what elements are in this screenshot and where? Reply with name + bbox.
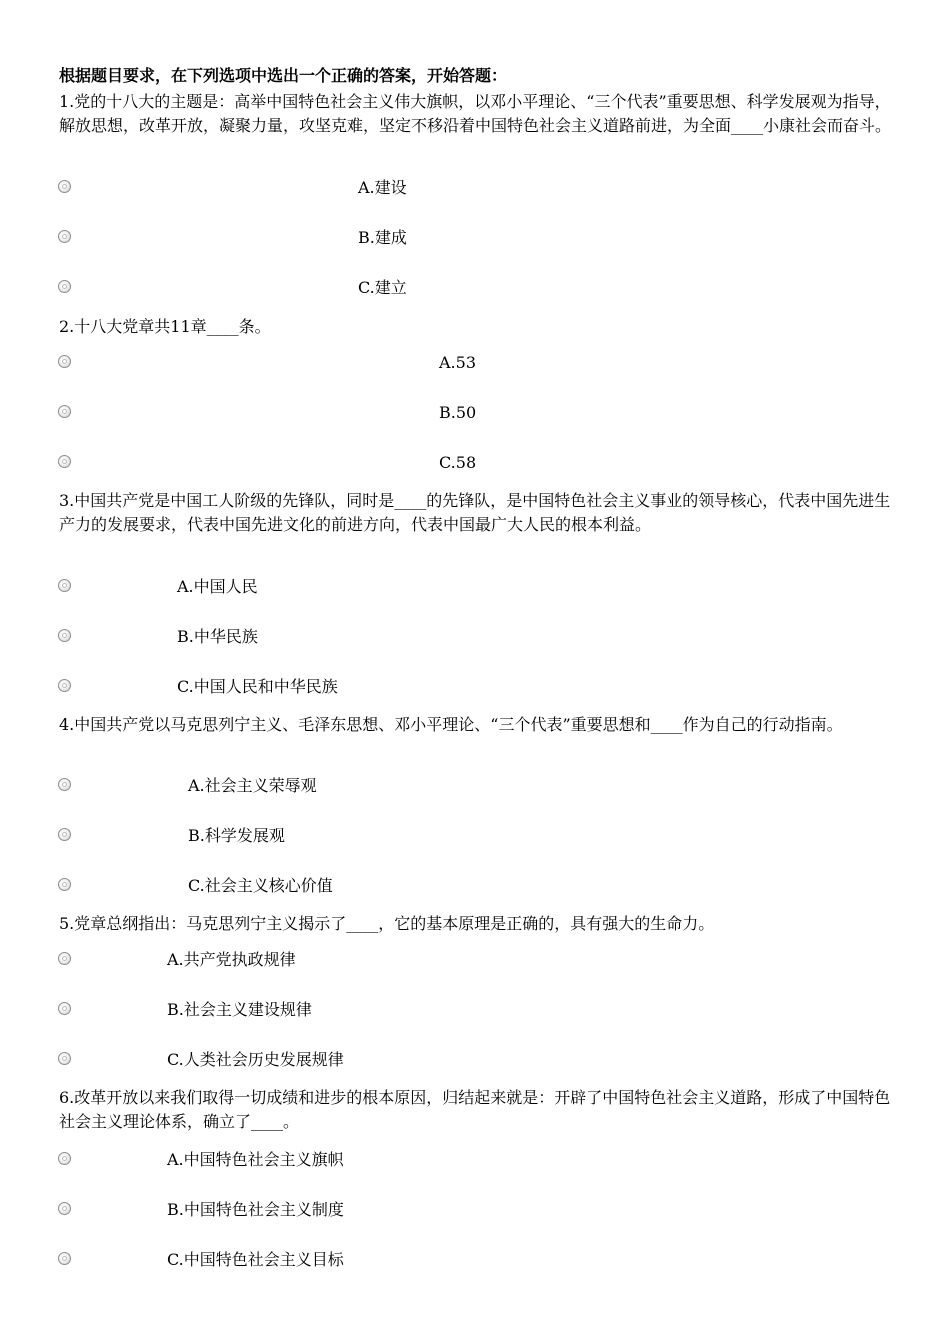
radio-button-icon[interactable] [58, 280, 71, 293]
question-6-text: 6.改革开放以来我们取得一切成绩和进步的根本原因，归结起来就是：开辟了中国特色社会主义道路，形成了中国特色社会主义理论体系，确立了____。 [59, 1088, 891, 1131]
question-6-option-a[interactable] [58, 1148, 890, 1172]
question-2-option-a[interactable] [58, 351, 890, 375]
option-label: C.人类社会历史发展规律 [167, 1050, 344, 1069]
question-6-option-c[interactable] [58, 1248, 890, 1272]
radio-button-icon[interactable] [58, 405, 71, 418]
question-5-option-a[interactable] [58, 948, 890, 972]
option-label: B.50 [439, 403, 477, 422]
option-label: A.53 [439, 353, 476, 372]
option-label: A.共产党执政规律 [167, 950, 296, 969]
radio-button-icon[interactable] [58, 629, 71, 642]
radio-button-icon[interactable] [58, 1052, 71, 1065]
radio-button-icon[interactable] [58, 878, 71, 891]
radio-button-icon[interactable] [58, 579, 71, 592]
question-4-option-a[interactable] [58, 774, 890, 798]
question-5-option-c[interactable] [58, 1048, 890, 1072]
question-3-option-c[interactable] [58, 675, 890, 699]
question-4-option-c[interactable] [58, 874, 890, 898]
question-5-option-b[interactable] [58, 998, 890, 1022]
question-2-option-b[interactable] [58, 401, 890, 425]
radio-button-icon[interactable] [58, 1252, 71, 1265]
radio-button-icon[interactable] [58, 455, 71, 468]
question-1-option-b[interactable] [58, 226, 890, 250]
option-label: A.社会主义荣辱观 [188, 776, 317, 795]
radio-button-icon[interactable] [58, 778, 71, 791]
option-label: C.社会主义核心价值 [188, 876, 333, 895]
option-label: C.58 [439, 453, 477, 472]
option-label: B.中华民族 [177, 627, 258, 646]
question-5-text: 5.党章总纲指出：马克思列宁主义揭示了____，它的基本原理是正确的，具有强大的生命力。 [59, 914, 715, 933]
option-label: A.中国人民 [177, 577, 258, 596]
question-3-option-a[interactable] [58, 575, 890, 599]
question-4-option-b[interactable] [58, 824, 890, 848]
question-1-text: 1.党的十八大的主题是：高举中国特色社会主义伟大旗帜，以邓小平理论、“三个代表”重要思想、科学发展观为指导，解放思想，改革开放，凝聚力量，攻坚克难，坚定不移沿着中国特色社会主义道路前进，为全面____小康社会而奋斗。 [59, 92, 892, 135]
radio-button-icon[interactable] [58, 1002, 71, 1015]
radio-button-icon[interactable] [58, 1152, 71, 1165]
question-3-text: 3.中国共产党是中国工人阶级的先锋队，同时是____的先锋队，是中国特色社会主义事业的领导核心，代表中国先进生产力的发展要求，代表中国先进文化的前进方向，代表中国最广大人民的根本利益。 [59, 491, 891, 534]
question-3-option-b[interactable] [58, 625, 890, 649]
radio-button-icon[interactable] [58, 679, 71, 692]
radio-button-icon[interactable] [58, 828, 71, 841]
question-1-option-c[interactable] [58, 276, 890, 300]
radio-button-icon[interactable] [58, 230, 71, 243]
question-2-option-c[interactable] [58, 451, 890, 475]
radio-button-icon[interactable] [58, 180, 71, 193]
option-label: C.建立 [358, 278, 407, 297]
option-label: C.中国特色社会主义目标 [167, 1250, 344, 1269]
option-label: B.社会主义建设规律 [167, 1000, 312, 1019]
option-label: B.科学发展观 [188, 826, 285, 845]
radio-button-icon[interactable] [58, 1202, 71, 1215]
instruction-heading: 根据题目要求，在下列选项中选出一个正确的答案，开始答题： [59, 66, 508, 85]
question-2-text: 2.十八大党章共11章____条。 [59, 317, 271, 336]
question-1-option-a[interactable] [58, 176, 890, 200]
radio-button-icon[interactable] [58, 952, 71, 965]
option-label: B.建成 [358, 228, 407, 247]
option-label: A.建设 [358, 178, 407, 197]
option-label: B.中国特色社会主义制度 [167, 1200, 344, 1219]
question-6-option-b[interactable] [58, 1198, 890, 1222]
radio-button-icon[interactable] [58, 355, 71, 368]
question-4-text: 4.中国共产党以马克思列宁主义、毛泽东思想、邓小平理论、“三个代表”重要思想和____作为自己的行动指南。 [59, 715, 843, 734]
option-label: A.中国特色社会主义旗帜 [167, 1150, 344, 1169]
option-label: C.中国人民和中华民族 [177, 677, 338, 696]
